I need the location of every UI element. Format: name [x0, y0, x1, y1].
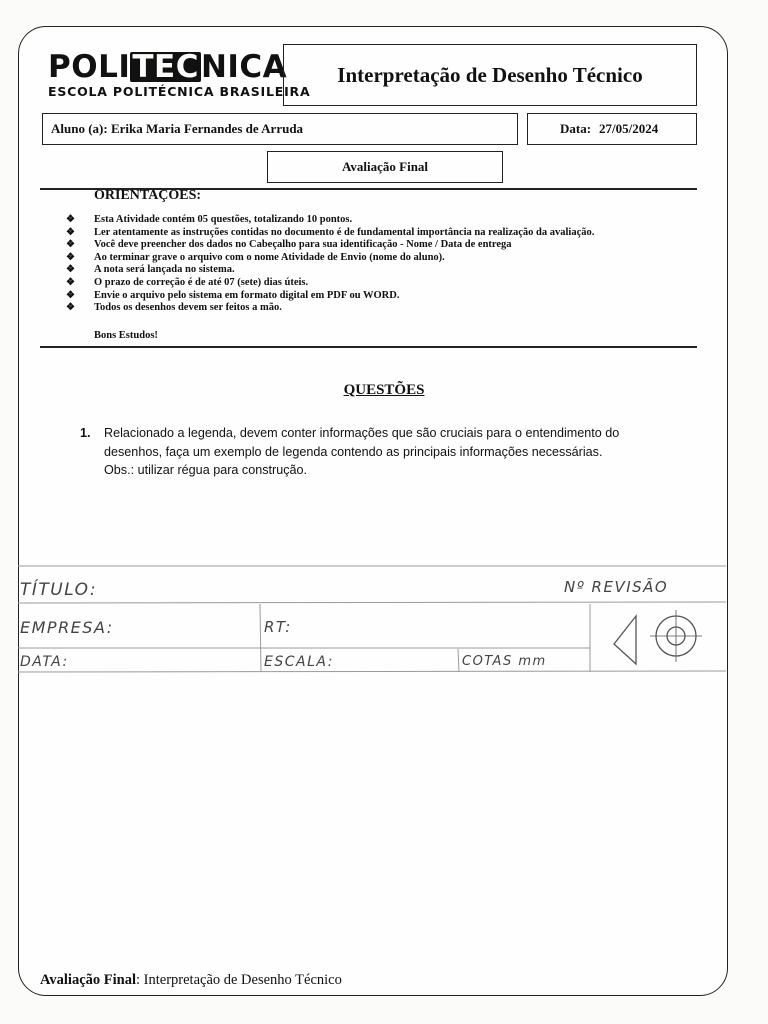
titulo-label: TÍTULO:: [20, 580, 98, 600]
list-item: ❖ Todos os desenhos devem ser feitos a mão.: [66, 302, 282, 314]
list-item: ❖ Ao terminar grave o arquivo com o nome Atividade de Envio (nome do aluno).: [66, 251, 445, 263]
question-number: 1.: [80, 426, 91, 440]
empresa-label: EMPRESA:: [20, 618, 114, 637]
list-item: ❖ Ler atentamente as instruções contidas no documento é de fundamental importância na realização da avaliação.: [66, 226, 595, 238]
date-value: 27/05/2024: [599, 121, 659, 136]
question-text: Relacionado a legenda, devem conter informações que são cruciais para o entendimento do desenhos, faça um exemplo de legenda contendo as principais informações necessárias. Obs.: utilizar régua para construção.: [104, 426, 620, 477]
evaluation-label: Avaliação Final: [267, 151, 503, 183]
sketch-line-col2: [458, 649, 459, 672]
logo-subtitle: ESCOLA POLITÉCNICA BRASILEIRA: [48, 84, 311, 99]
escala-label: ESCALA:: [264, 654, 334, 670]
date-label: Data:: [560, 121, 592, 136]
bullet-icon: ❖: [66, 226, 75, 238]
projection-symbol-icon: [614, 610, 702, 664]
sketch-line-col1: [260, 604, 261, 672]
logo-wordmark: POLITECNICA: [48, 49, 288, 85]
list-item: ❖ O prazo de correção é de até 07 (sete) dias úteis.: [66, 276, 309, 288]
revisao-label: Nº REVISÃO: [564, 578, 669, 596]
list-item: ❖ A nota será lançada no sistema.: [66, 264, 235, 276]
sketch-line-row1: [18, 602, 726, 603]
document-title: Interpretação de Desenho Técnico: [283, 44, 697, 106]
rt-label: RT:: [264, 618, 292, 636]
list-item: ❖ Envie o arquivo pelo sistema em formato digital em PDF ou WORD.: [66, 289, 400, 301]
bullet-icon: ❖: [66, 264, 75, 276]
student-field: Aluno (a): Erika Maria Fernandes de Arruda: [42, 113, 518, 145]
bullet-icon: ❖: [66, 276, 75, 288]
questions-heading: QUESTÕES: [343, 382, 425, 398]
guidelines-title: ORIENTAÇOES:: [94, 188, 202, 203]
list-item: ❖ Esta Atividade contém 05 questões, totalizando 10 pontos.: [66, 214, 353, 225]
bullet-icon: ❖: [66, 239, 75, 251]
bullet-icon: ❖: [66, 214, 75, 225]
cotas-label: COTAS mm: [462, 654, 547, 669]
bullet-icon: ❖: [66, 289, 75, 301]
truncated-cone-shape: [614, 616, 636, 664]
sketch-line-bottom: [18, 671, 726, 672]
page-footer: Avaliação Final: Interpretação de Desenho Técnico: [40, 972, 342, 988]
bullet-icon: ❖: [66, 251, 75, 263]
bullet-icon: ❖: [66, 302, 75, 314]
data-label: DATA:: [20, 654, 69, 670]
closing-text: Bons Estudos!: [94, 330, 158, 341]
list-item: ❖ Você deve preencher dos dados no Cabeçalho para sua identificação - Nome / Data de entrega: [66, 239, 512, 251]
